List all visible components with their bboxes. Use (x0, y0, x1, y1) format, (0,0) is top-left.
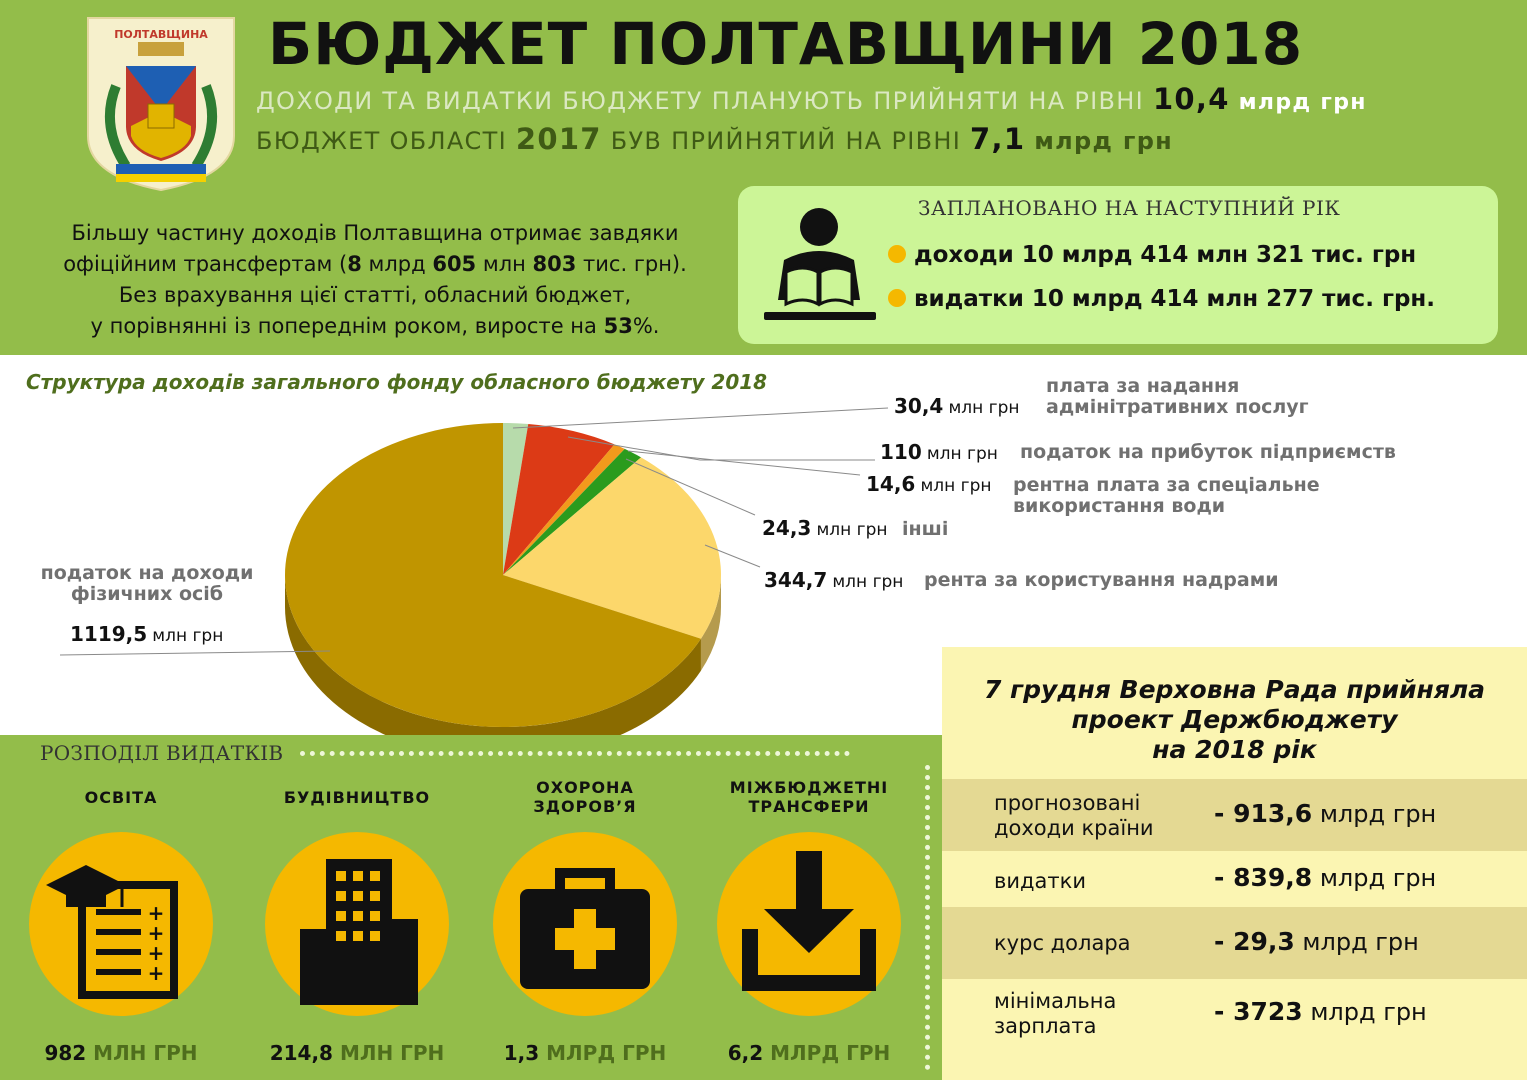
summary-value: 10,4 (1152, 82, 1230, 116)
chart-title: Структура доходів загального фонду обласного бюджету 2018 (26, 370, 768, 394)
expense-transfers (702, 775, 916, 1065)
water-category-label (1013, 475, 1320, 517)
intro-number: 605 (432, 252, 477, 276)
rent-category-label: рента за користування надрами (924, 569, 1279, 591)
data-label: 24,3 (762, 516, 812, 540)
crest-text: ПОЛТАВЩИНА (114, 28, 208, 41)
profit-value-label (880, 440, 998, 464)
expense-education (14, 775, 228, 1065)
svg-text:+: + (147, 961, 165, 985)
download-icon (714, 829, 904, 1019)
intro-percent: 53 (603, 314, 633, 338)
medkit-icon (490, 829, 680, 1019)
category-text: рентна плата за спеціальне (1013, 474, 1320, 496)
plan-income (888, 242, 1416, 268)
row-label-line: прогнозовані (994, 791, 1141, 815)
intro-paragraph (30, 218, 720, 342)
expense-unit: МЛРД ГРН (546, 1041, 667, 1065)
expense-name: ОСВІТА (84, 787, 158, 807)
pdfo-category-label (22, 563, 272, 605)
plan-income-text: доходи 10 млрд 414 млн 321 тис. грн (914, 242, 1417, 268)
data-label: 344,7 (764, 568, 828, 592)
category-text: плата за надання (1046, 375, 1240, 397)
row-label-line: мінімальна (994, 989, 1117, 1013)
row-label (994, 989, 1116, 1039)
row-unit: млрд грн (1319, 864, 1437, 892)
dotted-divider (925, 765, 930, 1070)
category-text: фізичних осіб (70, 583, 224, 605)
other-category-label: інші (902, 518, 949, 540)
dotted-divider (300, 751, 850, 756)
water-value-label (866, 472, 992, 496)
row-unit: млрд грн (1302, 928, 1419, 956)
intro-number: 8 (347, 252, 362, 276)
title-line: на 2018 рік (1152, 735, 1317, 764)
prev-text-b: БУВ ПРИЙНЯТИЙ НА РІВНІ (601, 127, 971, 155)
prev-text-a: БЮДЖЕТ ОБЛАСТІ (256, 127, 516, 155)
title-line: проект Держбюджету (1071, 705, 1398, 734)
unit-label: млн грн (948, 398, 1020, 418)
row-amount: - 913,6 (1214, 799, 1313, 828)
summary-text: ДОХОДИ ТА ВИДАТКИ БЮДЖЕТУ ПЛАНУЮТЬ ПРИЙНЯТИ НА РІВНІ (256, 87, 1153, 115)
plan-panel (738, 186, 1498, 344)
expense-name-line: ЗДОРОВ’Я (533, 797, 637, 816)
bullet-icon (888, 289, 906, 307)
building-icon (262, 829, 452, 1019)
leader-line (628, 451, 860, 475)
budget-2017-line (256, 122, 1173, 156)
profit-category-label: податок на прибуток підприємств (1020, 441, 1396, 463)
expenses-section (0, 735, 942, 1080)
intro-line-4 (30, 311, 720, 342)
svg-text:+: + (147, 901, 165, 925)
expense-value (478, 1041, 692, 1065)
expense-name: БУДІВНИЦТВО (283, 787, 431, 807)
unit-label: млн грн (920, 476, 992, 496)
row-amount: - 839,8 (1214, 863, 1313, 892)
row-amount: - 3723 (1214, 997, 1303, 1026)
expense-amount: 1,3 (503, 1041, 540, 1065)
state-budget-row (942, 979, 1527, 1080)
expense-name-line: МІЖБЮДЖЕТНІ (729, 778, 889, 797)
pdfo-value-label (70, 622, 223, 646)
education-icon (26, 829, 216, 1019)
expenses-title: РОЗПОДІЛ ВИДАТКІВ (40, 741, 284, 765)
data-label: 30,4 (894, 394, 944, 418)
unit-label: млн грн (816, 520, 888, 540)
expense-construction (250, 775, 464, 1065)
leader-line (513, 408, 888, 428)
rent-value-label (764, 568, 903, 592)
svg-text:+: + (147, 921, 165, 945)
intro-text: у порівнянні із попереднім роком, виросте на (90, 314, 604, 338)
row-amount: - 29,3 (1214, 927, 1295, 956)
expense-amount: 6,2 (727, 1041, 764, 1065)
expense-unit: МЛН ГРН (339, 1041, 445, 1065)
row-unit: млрд грн (1310, 998, 1427, 1026)
intro-text: %. (632, 314, 660, 338)
row-label-line: доходи країни (994, 816, 1154, 840)
intro-text: млн (476, 252, 533, 276)
plan-expenses (888, 286, 1435, 312)
plan-title: ЗАПЛАНОВАНО НА НАСТУПНИЙ РІК (918, 196, 1341, 220)
other-value-label (762, 516, 888, 540)
unit-label: млн грн (152, 626, 224, 646)
leader-line (60, 651, 330, 655)
category-text: податок на доходи (40, 562, 254, 584)
prev-value: 7,1 (970, 122, 1026, 156)
admin-category-label (1046, 376, 1309, 418)
category-text: адмінітративних послуг (1046, 396, 1309, 418)
row-value (1214, 997, 1427, 1026)
data-label: 1119,5 (70, 622, 148, 646)
unit-label: млн грн (832, 572, 904, 592)
expense-unit: МЛРД ГРН (770, 1041, 891, 1065)
row-value (1214, 927, 1419, 956)
expense-name-line: ОХОРОНА (536, 778, 634, 797)
reader-icon (756, 200, 886, 330)
budget-summary-line (256, 82, 1367, 116)
intro-text: млрд (361, 252, 433, 276)
intro-line-3: Без врахування цієї статті, обласний бюджет, (118, 283, 632, 307)
row-unit: млрд грн (1319, 800, 1437, 828)
row-label: курс долара (994, 931, 1131, 955)
unit-label: млн грн (926, 444, 998, 464)
expense-amount: 982 (44, 1041, 87, 1065)
prev-year: 2017 (515, 122, 602, 156)
title-line: 7 грудня Верховна Рада прийняла (983, 675, 1486, 704)
intro-line-1: Більшу частину доходів Полтавщина отримає завдяки (71, 221, 679, 245)
state-budget-row (942, 779, 1527, 851)
intro-line-2 (30, 249, 720, 280)
state-budget-row (942, 851, 1527, 907)
prev-unit: млрд грн (1034, 127, 1174, 155)
state-budget-row (942, 907, 1527, 979)
intro-text: офіційним трансфертам ( (63, 252, 348, 276)
row-label-line: зарплата (994, 1014, 1097, 1038)
state-budget-panel (942, 647, 1527, 1080)
page-title: БЮДЖЕТ ПОЛТАВЩИНИ 2018 (268, 10, 1304, 78)
expense-value (14, 1041, 228, 1065)
plan-expenses-text: видатки 10 млрд 414 млн 277 тис. грн. (914, 286, 1436, 312)
row-label: видатки (994, 869, 1086, 893)
intro-text: тис. грн). (576, 252, 687, 276)
expense-value (250, 1041, 464, 1065)
data-label: 14,6 (866, 472, 916, 496)
expense-name (478, 775, 692, 819)
expense-name-line: ТРАНСФЕРИ (748, 797, 870, 816)
data-label: 110 (880, 440, 922, 464)
category-text: використання води (1013, 495, 1226, 517)
bullet-icon (888, 245, 906, 263)
state-budget-title (942, 675, 1527, 765)
expense-amount: 214,8 (269, 1041, 333, 1065)
admin-value-label (894, 394, 1020, 418)
row-value (1214, 863, 1436, 892)
header-section (0, 0, 1527, 355)
coat-of-arms-icon (86, 16, 236, 192)
expense-name (702, 775, 916, 819)
expense-unit: МЛН ГРН (93, 1041, 198, 1065)
svg-text:+: + (147, 941, 165, 965)
expense-health (478, 775, 692, 1065)
row-value (1214, 799, 1436, 828)
summary-unit: млрд грн (1238, 90, 1367, 115)
intro-number: 803 (532, 252, 577, 276)
row-label (994, 791, 1154, 841)
expense-value (702, 1041, 916, 1065)
